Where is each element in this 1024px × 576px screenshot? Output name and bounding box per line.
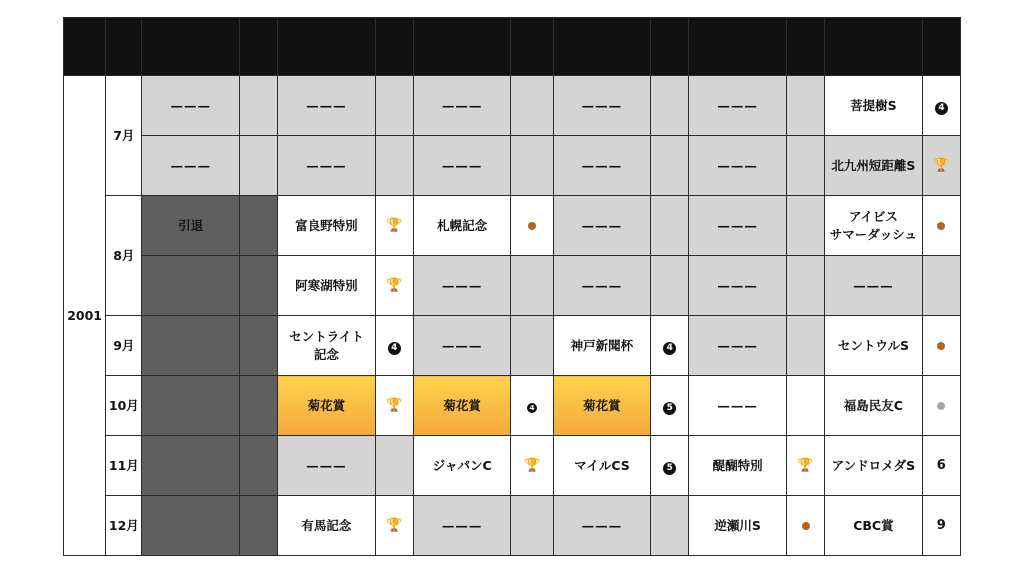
race-cell: 北九州短距離S [825,136,923,196]
header-rank: 着順 [922,18,960,76]
g1-race-cell: 菊花賞 [278,376,376,436]
race-cell: ——— [142,76,240,136]
header-kalston: カルストン ライトオ [825,18,923,76]
retired-cell [142,376,240,436]
header-rank: 着順 [511,18,553,76]
month-cell: 9月 [106,316,142,376]
rank-cell [651,436,689,496]
rank-cell [786,136,824,196]
rank-cell [375,76,413,136]
header-manhattan: マンハッタン カフェ [278,18,376,76]
header-believe: ビリーヴ [689,18,787,76]
retired-cell [142,436,240,496]
rank-cell [511,376,553,436]
trophy-icon: 🏆 [523,457,541,473]
race-cell: ——— [689,256,787,316]
rank-cell [375,196,413,256]
rank-cell [511,136,553,196]
trophy-icon: 🏆 [386,277,403,293]
month-cell: 12月 [106,496,142,556]
header-month [106,18,142,76]
rank-5-badge: 5 [663,462,676,475]
rank-cell [786,316,824,376]
silver-medal-icon [937,402,945,410]
g1-race-cell: 菊花賞 [413,376,511,436]
table-row [64,196,961,256]
rank-cell [511,256,553,316]
rank-cell [786,376,824,436]
race-cell: ——— [413,76,511,136]
month-cell: 10月 [106,376,142,436]
rank-cell [375,376,413,436]
rank-cell [651,136,689,196]
race-cell: ——— [553,136,651,196]
rank-cell [922,316,960,376]
trophy-icon: 🏆 [797,457,814,473]
race-cell: セントライト 記念 [278,316,376,376]
rank-cell [511,496,553,556]
table-row [64,376,961,436]
rank-cell [239,436,277,496]
rank-cell [511,436,553,496]
trophy-icon: 🏆 [933,157,950,173]
race-cell: ——— [553,76,651,136]
race-cell: ——— [825,256,923,316]
race-cell: 札幌記念 [413,196,511,256]
rank-cell [239,496,277,556]
month-cell: 11月 [106,436,142,496]
rank-cell [922,256,960,316]
race-cell: 福島民友C [825,376,923,436]
header-rank: 着順 [786,18,824,76]
rank-cell [922,376,960,436]
rank-cell [375,496,413,556]
rank-cell [239,136,277,196]
race-cell: ——— [142,136,240,196]
rank-number: 6 [936,457,946,473]
rank-cell [375,256,413,316]
rank-cell [922,76,960,136]
race-cell: ——— [278,136,376,196]
bronze-medal-icon [802,522,810,530]
race-cell: CBC賞 [825,496,923,556]
rank-cell [239,256,277,316]
race-cell: ——— [553,256,651,316]
race-cell: ——— [413,136,511,196]
header-row [64,18,961,76]
rank-cell [239,76,277,136]
rank-cell [511,316,553,376]
month-cell: 7月 [106,76,142,196]
header-rank: 着順 [239,18,277,76]
race-cell: 阿寒湖特別 [278,256,376,316]
table-row [64,436,961,496]
rank-4-badge: 4 [388,342,401,355]
rank-cell [786,496,824,556]
header-agnes: アグネス タキオン [142,18,240,76]
rank-cell [786,196,824,256]
rank-cell [375,316,413,376]
race-cell: ——— [689,376,787,436]
rank-cell [922,136,960,196]
race-cell: ——— [689,136,787,196]
retired-cell [142,496,240,556]
header-rank: 着順 [375,18,413,76]
bronze-medal-icon [937,222,945,230]
rank-cell [511,196,553,256]
g1-race-cell: 有馬記念 [278,496,376,556]
race-cell: 神戸新聞杯 [553,316,651,376]
rank-5-badge: 5 [663,402,676,415]
rank-cell [651,376,689,436]
rank-cell [239,376,277,436]
table-row [64,316,961,376]
rank-cell [375,436,413,496]
race-cell: ——— [689,76,787,136]
bronze-medal-icon [937,342,945,350]
race-cell: ——— [689,316,787,376]
race-cell: アンドロメダS [825,436,923,496]
rank-cell [922,496,960,556]
rank-4-badge: 4 [527,403,537,413]
bronze-medal-icon [528,222,536,230]
race-schedule-table [63,17,961,556]
g1-race-cell: ジャパンC [413,436,511,496]
g1-race-cell: 菊花賞 [553,376,651,436]
rank-4-badge: 4 [663,342,676,355]
race-cell: ——— [413,256,511,316]
header-corner [64,18,106,76]
retired-cell [142,256,240,316]
race-cell: ——— [278,76,376,136]
race-cell: 富良野特別 [278,196,376,256]
month-cell: 8月 [106,196,142,316]
table-row [64,496,961,556]
rank-cell [922,436,960,496]
rank-cell [786,256,824,316]
rank-cell [651,76,689,136]
rank-number: 9 [936,517,946,533]
race-cell: セントウルS [825,316,923,376]
race-cell: ——— [278,436,376,496]
trophy-icon: 🏆 [386,517,403,533]
rank-cell [239,316,277,376]
race-cell: ——— [553,196,651,256]
rank-cell [239,196,277,256]
race-cell: ——— [689,196,787,256]
rank-cell [651,496,689,556]
rank-cell [786,436,824,496]
race-cell: 醍醐特別 [689,436,787,496]
trophy-icon: 🏆 [386,217,403,233]
table-row [64,256,961,316]
retired-cell [142,316,240,376]
race-cell: ——— [413,496,511,556]
header-jungle: ジャングル ポケット [413,18,511,76]
header-rank: 着順 [651,18,689,76]
rank-cell [786,76,824,136]
g1-race-cell: マイルCS [553,436,651,496]
trophy-icon: 🏆 [386,397,403,413]
race-cell: ——— [413,316,511,376]
race-cell: 逆瀬川S [689,496,787,556]
race-cell: 菩提樹S [825,76,923,136]
table-row [64,136,961,196]
header-dantsu: ダンツフレーム [553,18,651,76]
race-cell: ——— [553,496,651,556]
rank-cell [651,256,689,316]
rank-cell [922,196,960,256]
rank-cell [651,196,689,256]
year-cell: 2001 [64,76,106,556]
rank-cell [511,76,553,136]
table-row [64,76,961,136]
rank-cell [651,316,689,376]
rank-cell [375,136,413,196]
rank-4-badge: 4 [935,102,948,115]
retired-cell: 引退 [142,196,240,256]
race-cell: アイビス サマーダッシュ [825,196,923,256]
